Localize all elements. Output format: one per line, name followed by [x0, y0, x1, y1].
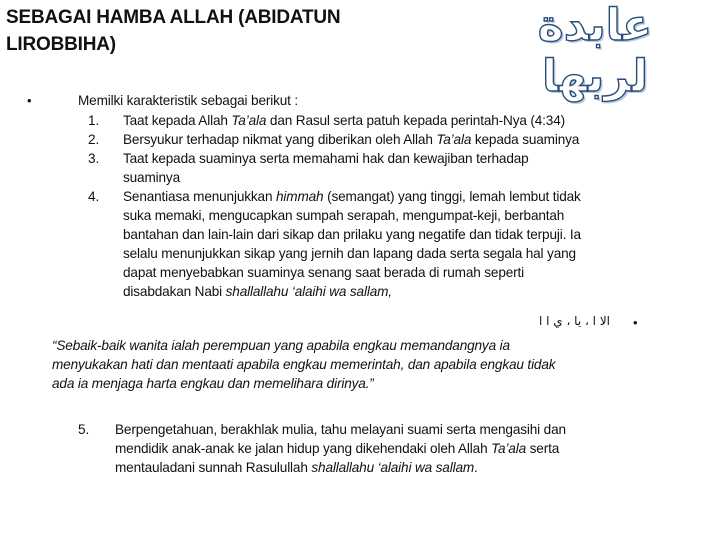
- item-number: 4.: [88, 189, 100, 204]
- quote-line: ada ia menjaga harta engkau dan memelihara dirinya.”: [52, 376, 374, 391]
- slide-title: [6, 4, 446, 58]
- item-text-line: selalu menunjukkan sikap yang jernih dan lapang dada serta segala hal yang: [123, 246, 576, 261]
- item-number: 3.: [88, 151, 100, 166]
- quote-line: “Sebaik-baik wanita ialah perempuan yang apabila engkau memandangnya ia: [52, 338, 510, 353]
- quote-line: menyukakan hati dan mentaati apabila engkau memerintah, dan apabila engkau tidak: [52, 357, 556, 372]
- italic-term: Ta’ala: [436, 132, 472, 147]
- title-line: SEBAGAI HAMBA ALLAH (ABIDATUN: [6, 7, 341, 28]
- text-segment: dan Rasul serta patuh kepada perintah-Nya (4:34): [266, 113, 565, 128]
- item-text-line: bantahan dan lain-lain dari sikap dan prilaku yang negatife dan tidak terpuji. Ia: [123, 227, 581, 242]
- item-text-line: dapat menyebabkan suaminya senang saat berada di rumah seperti: [123, 265, 525, 280]
- item-number: 2.: [88, 132, 100, 147]
- text-segment: Senantiasa menunjukkan: [123, 189, 276, 204]
- arabic-hadith-line: الا ا ، يا ، ي ا ا: [538, 314, 610, 328]
- item-text-line: [123, 111, 565, 130]
- item-text-line: Taat kepada suaminya serta memahami hak dan kewajiban terhadap: [123, 151, 529, 166]
- text-segment: serta: [526, 441, 560, 456]
- italic-term: shallallahu ‘alaihi wa sallam,: [225, 284, 392, 299]
- item-text-line: [123, 130, 579, 149]
- title-line: LIROBBIHA): [6, 34, 116, 55]
- italic-term: himmah: [276, 189, 324, 204]
- italic-term: shallallahu ‘alaihi wa sallam: [311, 460, 475, 475]
- intro-text: Memilki karakteristik sebagai berikut :: [78, 93, 299, 108]
- item-text-line: suaminya: [123, 170, 180, 185]
- bullet: •: [27, 93, 32, 108]
- text-segment: (semangat) yang tinggi, lemah lembut tidak: [323, 189, 581, 204]
- text-segment: disabdakan Nabi: [123, 284, 226, 299]
- text-segment: Taat kepada Allah: [123, 113, 232, 128]
- item-number: 5.: [78, 422, 90, 437]
- item-text-line: [115, 458, 478, 477]
- item-text-line: suka memaki, mengucapkan sumpah serapah, mengumpat-keji, berbantah: [123, 208, 565, 223]
- italic-term: Ta’ala: [231, 113, 267, 128]
- text-segment: Bersyukur terhadap nikmat yang diberikan oleh Allah: [123, 132, 437, 147]
- item-text-line: [123, 282, 392, 301]
- item-number: 1.: [88, 113, 100, 128]
- item-text-line: [115, 439, 559, 458]
- text-segment: .: [474, 460, 478, 475]
- bullet: •: [633, 315, 638, 330]
- italic-term: Ta’ala: [491, 441, 527, 456]
- item-text-line: [123, 187, 581, 206]
- text-segment: mentauladani sunnah Rasulullah: [115, 460, 312, 475]
- text-segment: mendidik anak-anak ke jalan hidup yang dikehendaki oleh Allah: [115, 441, 492, 456]
- arabic-title-wordart: عابدة لربها: [537, 0, 653, 102]
- item-text-line: Berpengetahuan, berakhlak mulia, tahu melayani suami serta mengasihi dan: [115, 422, 566, 437]
- text-segment: kepada suaminya: [471, 132, 580, 147]
